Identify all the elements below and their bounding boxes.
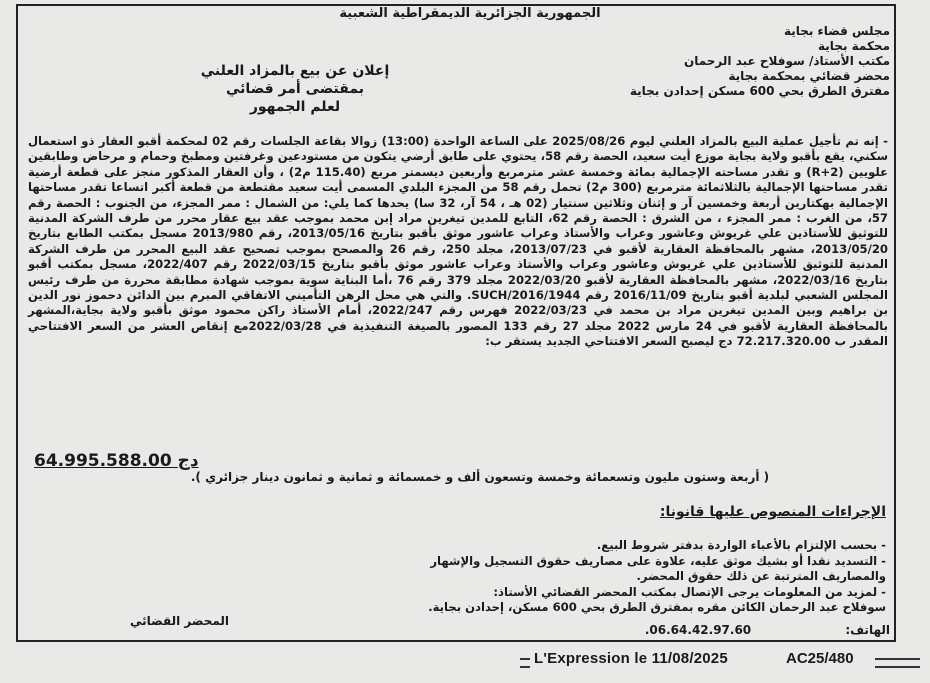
bailiff-signature: المحضر القضائي: [130, 614, 230, 628]
court-line: محكمة بجاية: [818, 39, 890, 53]
court-office-block: [550, 24, 890, 99]
procedure-item: - التسديد نقدا أو بشيك موثق عليه، علاوة على مصاريف حقوق التسجيل والإشهار: [430, 553, 886, 568]
phone-number: 06.64.42.97.60.: [644, 623, 752, 637]
court-line: مجلس قضاء بجاية: [783, 24, 890, 38]
footer-rule-right: [875, 658, 920, 668]
price-in-words: ( أربعة وستون مليون وتسعمائة وخمسة وتسعون ألف و خمسمائة و ثمانية و ثمانون دينار جزائري ).: [190, 470, 770, 484]
ad-reference: AC25/480: [786, 650, 854, 667]
court-line: محضر قضائي بمحكمة بجاية: [728, 69, 890, 83]
opening-price: 64.995.588.00 دج: [34, 451, 199, 471]
phone-line: [260, 623, 890, 637]
procedure-item: - لمزيد من المعلومات يرجى الإتصال بمكتب المحضر القضائي الأستاذ:: [493, 584, 886, 599]
court-line: مكتب الأستاذ/ سوفلاح عبد الرحمان: [683, 54, 890, 68]
procedures-title: الإجراءات المنصوص عليها قانونا:: [659, 504, 886, 520]
procedure-item: - بحسب الإلتزام بالأعباء الواردة بدفتر شروط البيع.: [596, 538, 886, 552]
announcement-line: بمقتضى أمر قضائي: [226, 81, 364, 97]
announcement-title: [165, 62, 425, 116]
phone-label: الهاتف:: [845, 623, 890, 637]
sale-details-paragraph: - إنه تم تأجيل عملية البيع بالمزاد العلني ليوم 2025/08/26 على الساعة الواحدة (13:00) زوالا بقاعة الجلسات رقم 02 لمحكمة أقبو العقار ذو استعمال سكني، يقع بأقبو ولاية بجاية موزع أيت سعيد، الحصة رقم 58، يحتوي على طابق أرضي يتكون من مستودعين وغرفتين ومطبخ وحمام و مرحاض وطابقين علويين (R+2) و تقدر مساحته الإجمالية بمائة وخمسة عشر مترمربع وأربعين ديسمتر مربع (115.40 م2) ، وأن العقار المذكور منجز على قطعة أرضية تقدر مساحتها الإجمالية بالثلاثمائة مترمربع (300 م2) تحمل رقم 58 من المجزء البلدي المسمى أيت سعيد مقتطعة من قطعة أكبر اتساعا تقدر مساحتها الإجمالية بهكتارين أربعة وخمسين آر و إثنان وثلاثين سنتيار (02 هـ ، 54 آر، 32 سا) يحدها كما يلي: من الشمال : ممر المجزء، من الجنوب : الحصة رقم 57، من الغرب : ممر المجزء ، من الشرق : الحصة رقم 62، التابع للمدين تيغرين مراد إبن محمد بموجب عقد بيع عقار محرر من طرف الشركة المدنية للتوثيق للأستاذين علي غريوش وعاشور وعراب والأستاذ وعراب عاشور موثق بأقبو بتاريخ 2013/05/16، رقم 2013/980 مسجل بمكتب الطابع بتاريخ 2013/05/20، مشهر بالمحافظة العقارية لأقبو في 2013/07/23، مجلد 250، رقم 26 والمصحح بموجب تصحيح عقد البيع المحرر من طرف الشركة المدنية للتوثيق للأستاذين علي غريوش وعاشور وعراب والأستاذ وعراب عاشور موثق بأقبو بتاريخ 2022/03/15 رقم 2022/407، مسجل بمكتب أقبو بتاريخ 2022/03/16، مشهر بالمحافظة العقارية لأقبو 2022/03/20 مجلد 379 رقم 76 ،أما البناية سوية بموجب شهادة مطابقة محررة من طرف رئيس المجلس الشعبي لبلدية أقبو بتاريخ 2016/11/09 رقم 1944/SUCH/2016. والتي هي محل الرهن التأميني الاتفاقي المبرم بين الدائن دحموز نور الدين بن براهيم وبين المدين تيغرين مراد بن محمد في 2022/03/23 فهرس رقم 2022/247، أمام الأستاذ راكن محمود موثق بأقبو ولاية بجاية،المشهر بالمحافظة العقارية لأقبو في 24 مارس 2022 مجلد 27 رقم 133 المصور بالصيغة التنفيذية في 2022/03/28مع إنقاص العشر من السعر الافتتاحي المقدر ب 72.217.320.00 دج ليصبح السعر الافتتاحي الجديد يستقر ب:: [28, 134, 889, 349]
footer-rule-left: [520, 658, 530, 668]
publication-footer: [520, 650, 920, 672]
procedure-item: سوفلاح عبد الرحمان الكائن مقره بمفترق الطرق بحي 600 مسكن، إحدادن بجاية.: [428, 600, 886, 614]
announcement-line: لعلم الجمهور: [249, 99, 341, 115]
announcement-line: إعلان عن بيع بالمزاد العلني: [200, 63, 390, 79]
newspaper-source: L'Expression le 11/08/2025: [534, 650, 728, 667]
procedure-item: والمصاريف المترتبة عن ذلك حقوق المحضر.: [636, 569, 886, 583]
republic-header: الجمهورية الجزائرية الديمقراطية الشعبية: [339, 6, 601, 21]
court-line: مفترق الطرق بحي 600 مسكن إحدادن بجاية: [629, 84, 890, 98]
procedures-list: [236, 538, 886, 616]
